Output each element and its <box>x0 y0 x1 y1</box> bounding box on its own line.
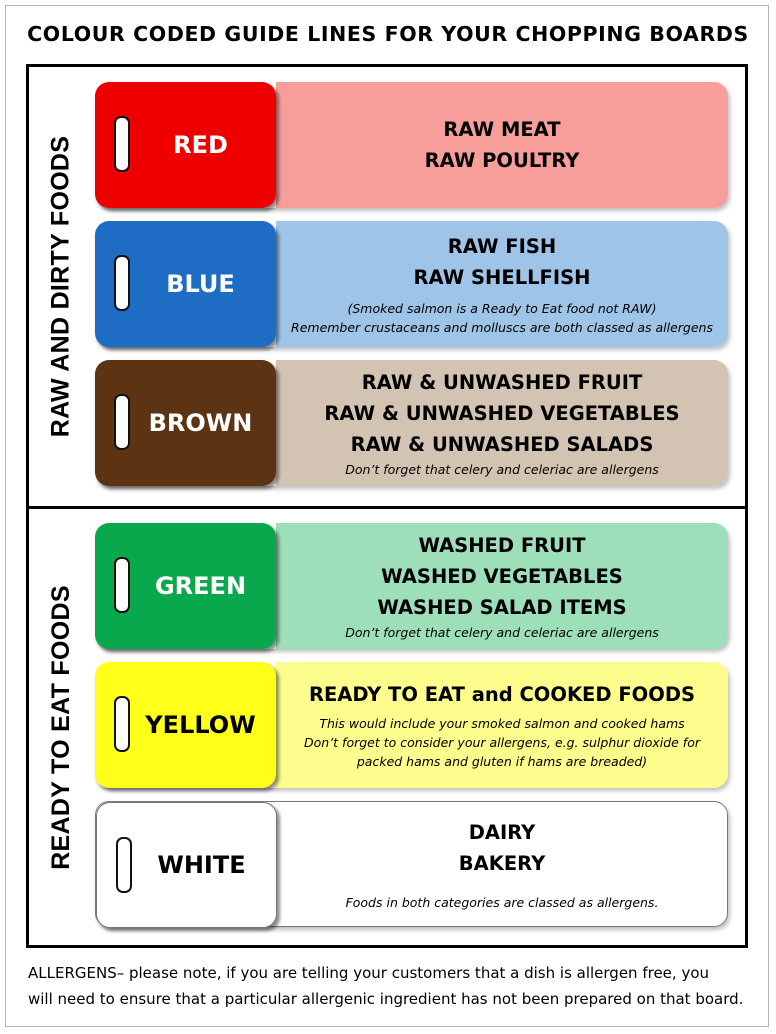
chopping-board-brown <box>95 360 276 486</box>
board-line: DAIRY <box>468 820 536 844</box>
section-label-raw <box>29 67 93 506</box>
page-title: COLOUR CODED GUIDE LINES FOR YOUR CHOPPING BOARDS <box>27 22 749 46</box>
board-line: RAW FISH <box>447 235 557 258</box>
board-row-green <box>95 523 728 649</box>
section-label-ready-text: READY TO EAT FOODS <box>46 584 75 870</box>
board-note: Don’t forget to consider your allergens, e.g. sulphur dioxide for <box>304 735 700 750</box>
board-row-brown <box>95 360 728 486</box>
board-panel-green <box>276 523 728 649</box>
board-note: packed hams and gluten if hams are breaded) <box>356 754 648 769</box>
board-note: (Smoked salmon is a Ready to Eat food not RAW) <box>347 301 657 316</box>
board-note: Foods in both categories are classed as allergens. <box>345 894 659 910</box>
footer-text-line-2: will need to ensure that a particular allergenic ingredient has not been prepared on that board. <box>28 990 744 1008</box>
chopping-board-green <box>95 523 276 649</box>
board-name-red: RED <box>173 131 228 159</box>
board-name-white: WHITE <box>157 851 246 879</box>
board-line: RAW & UNWASHED SALADS <box>350 433 654 456</box>
board-line: RAW & UNWASHED VEGETABLES <box>324 402 680 425</box>
chopping-board-yellow <box>95 662 276 788</box>
board-panel-yellow <box>276 662 728 788</box>
board-row-red <box>95 82 728 208</box>
board-name-yellow: YELLOW <box>145 711 256 739</box>
board-panel-brown <box>276 360 728 486</box>
board-name-blue: BLUE <box>166 270 235 298</box>
board-line: READY TO EAT and COOKED FOODS <box>308 683 696 706</box>
allergens-footer <box>28 960 758 1012</box>
board-panel-red <box>276 82 728 208</box>
board-line: RAW & UNWASHED FRUIT <box>361 371 643 394</box>
board-note: Don’t forget that celery and celeriac are allergens <box>345 462 659 477</box>
board-row-blue <box>95 221 728 347</box>
board-note: Remember crustaceans and molluscs are both classed as allergens <box>291 320 713 335</box>
board-line: WASHED FRUIT <box>418 534 586 557</box>
board-name-brown: BROWN <box>148 409 253 437</box>
board-name-green: GREEN <box>154 572 247 600</box>
chopping-board-red <box>95 82 276 208</box>
section-label-raw-text: RAW AND DIRTY FOODS <box>46 135 75 438</box>
board-panel-white <box>277 802 727 926</box>
footer-line-1 <box>28 960 758 986</box>
board-line: RAW SHELLFISH <box>413 266 591 289</box>
board-row-yellow <box>95 662 728 788</box>
footer-text-line-1: – please note, if you are telling your customers that a dish is allergen free, you <box>116 964 710 982</box>
chopping-board-blue <box>95 221 276 347</box>
board-line: WASHED SALAD ITEMS <box>377 596 627 619</box>
footer-allergens-label: ALLERGENS <box>28 964 117 982</box>
board-note: This would include your smoked salmon and cooked hams <box>319 716 685 731</box>
board-line: WASHED VEGETABLES <box>381 565 623 588</box>
board-note: Don’t forget that celery and celeriac are allergens <box>345 625 659 640</box>
board-panel-blue <box>276 221 728 347</box>
board-line: RAW MEAT <box>443 118 561 141</box>
board-line: BAKERY <box>458 851 546 875</box>
board-row-white <box>95 801 728 927</box>
board-line: RAW POULTRY <box>424 149 580 172</box>
chopping-board-white <box>96 802 277 928</box>
section-label-ready <box>29 509 93 945</box>
